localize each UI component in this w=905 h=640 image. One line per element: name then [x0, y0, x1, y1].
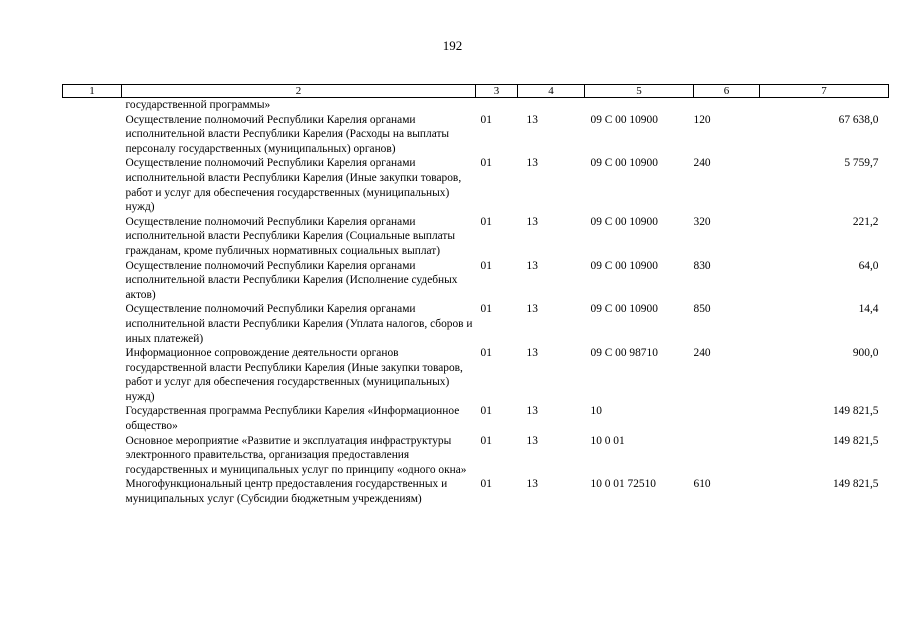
header-col-1: 1: [63, 85, 122, 98]
row-section-code: 01: [480, 405, 492, 418]
row-expense-type: 240: [693, 157, 711, 170]
row-expense-type: 320: [693, 215, 711, 228]
row-section-code: 01: [480, 478, 492, 491]
cell-col-1: [63, 259, 122, 303]
row-subsection-code: 13: [526, 347, 538, 360]
row-target-article: 09 С 00 10900: [590, 215, 658, 228]
row-expense-type: 240: [693, 347, 711, 360]
row-target-article: 09 С 00 10900: [590, 157, 658, 170]
row-subsection-code: 13: [526, 259, 538, 272]
row-target-article: 09 С 00 10900: [590, 259, 658, 272]
row-subsection-code: 13: [526, 478, 538, 491]
row-amount: 900,0: [852, 347, 879, 360]
row-description: Осуществление полномочий Республики Карелия органами исполнительной власти Республики Карелия (Расходы на выплаты персоналу государственных (муниципальных) органов): [125, 113, 450, 155]
row-amount: 5 759,7: [844, 157, 879, 170]
cell-col-1: [63, 346, 122, 404]
row-subsection-code: 13: [526, 405, 538, 418]
row-section-code: 01: [480, 347, 492, 360]
row-amount: 149 821,5: [832, 405, 879, 418]
row-subsection-code: 13: [526, 215, 538, 228]
table-body: [63, 98, 889, 507]
row-description: Информационное сопровождение деятельности органов государственной власти Республики Карелия (Иные закупки товаров, работ и услуг для обеспечения государственных (муниципальных) нужд): [125, 347, 463, 403]
row-target-article: 10: [590, 405, 602, 418]
row-description: Осуществление полномочий Республики Карелия органами исполнительной власти Республики Карелия (Иные закупки товаров, работ и услуг для обеспечения государственных (муниципальных) нужд): [125, 157, 462, 214]
continuation-row: [63, 98, 889, 113]
row-expense-type: 120: [693, 113, 711, 126]
continuation-text: государственной программы»: [125, 99, 271, 111]
table-header: [63, 85, 889, 98]
row-description: Осуществление полномочий Республики Карелия органами исполнительной власти Республики Карелия (Уплата налогов, сборов и иных платежей): [125, 303, 473, 345]
page-number: 192: [442, 38, 463, 53]
header-col-7: 7: [760, 85, 889, 98]
header-col-4: 4: [518, 85, 585, 98]
table-row: [63, 346, 889, 404]
row-amount: 149 821,5: [832, 478, 879, 491]
row-description: Осуществление полномочий Республики Карелия органами исполнительной власти Республики Карелия (Социальные выплаты гражданам, кроме публичных нормативных социальных выплат): [125, 215, 456, 257]
table-row: [63, 302, 889, 346]
row-subsection-code: 13: [526, 113, 538, 126]
cell-col-1: [63, 404, 122, 433]
cell-col-1: [63, 113, 122, 157]
row-expense-type: [694, 434, 760, 478]
row-target-article: 10 0 01: [590, 434, 625, 447]
cell-col-1: [63, 477, 122, 506]
row-amount: 221,2: [852, 215, 879, 228]
row-section-code: 01: [480, 157, 492, 170]
header-col-6: 6: [694, 85, 760, 98]
header-col-5: 5: [585, 85, 694, 98]
table-row: [63, 259, 889, 303]
header-col-2: 2: [122, 85, 476, 98]
table-row: [63, 477, 889, 506]
row-target-article: 09 С 00 10900: [590, 303, 658, 316]
cell-col-1: [63, 434, 122, 478]
row-amount: 67 638,0: [838, 113, 879, 126]
row-expense-type: [694, 404, 760, 433]
row-section-code: 01: [480, 259, 492, 272]
budget-table: [62, 84, 889, 507]
row-description: Основное мероприятие «Развитие и эксплуатация инфраструктуры электронного правительства, организация предоставления государственных и муниципальных услуг по принципу «одного окна»: [125, 434, 467, 476]
header-col-3: 3: [476, 85, 518, 98]
row-description: Многофункциональный центр предоставления государственных и муниципальных услуг (Субсидии бюджетным учреждениям): [125, 478, 448, 506]
row-amount: 64,0: [858, 259, 879, 272]
table-row: [63, 156, 889, 214]
row-section-code: 01: [480, 434, 492, 447]
row-section-code: 01: [480, 215, 492, 228]
row-description: Государственная программа Республики Карелия «Информационное общество»: [125, 405, 460, 433]
row-section-code: 01: [480, 113, 492, 126]
row-expense-type: 850: [693, 303, 711, 316]
cell-col-1: [63, 156, 122, 214]
row-subsection-code: 13: [526, 303, 538, 316]
row-target-article: 09 С 00 98710: [590, 347, 658, 360]
row-section-code: 01: [480, 303, 492, 316]
table-row: [63, 215, 889, 259]
cell-col-1: [63, 215, 122, 259]
row-description: Осуществление полномочий Республики Карелия органами исполнительной власти Республики Карелия (Исполнение судебных актов): [125, 259, 458, 301]
row-amount: 149 821,5: [832, 434, 879, 447]
row-subsection-code: 13: [526, 157, 538, 170]
row-target-article: 09 С 00 10900: [590, 113, 658, 126]
table-row: [63, 434, 889, 478]
cell-col-1: [63, 302, 122, 346]
table-row: [63, 113, 889, 157]
row-amount: 14,4: [858, 303, 879, 316]
table-row: [63, 404, 889, 433]
row-subsection-code: 13: [526, 434, 538, 447]
row-expense-type: 610: [693, 478, 711, 491]
row-expense-type: 830: [693, 259, 711, 272]
row-target-article: 10 0 01 72510: [590, 478, 656, 491]
